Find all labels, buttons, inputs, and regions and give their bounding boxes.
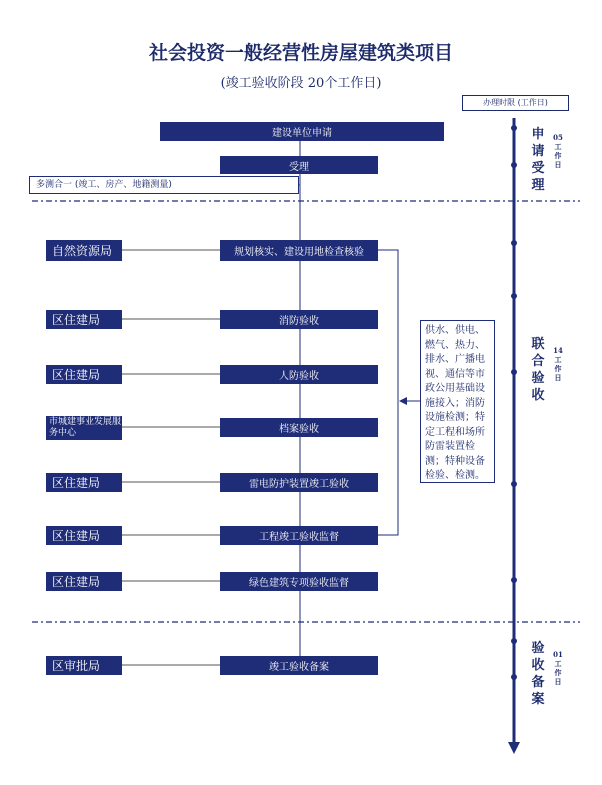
page-subtitle: (竣工验收阶段 20个工作日) bbox=[220, 76, 382, 91]
stage-record: 验收备案 bbox=[531, 641, 545, 707]
agency-housing-fire: 区住建局 bbox=[46, 310, 122, 329]
agency-housing-lightning: 区住建局 bbox=[46, 473, 122, 492]
step-fire: 消防验收 bbox=[220, 310, 378, 329]
utilities-note: 供水、供电、燃气、热力、排水、广播电视、通信等市政公用基础设施接入；消防设施检测；特定工程和场所防雷装置检测；特种设备检验、检测。 bbox=[420, 320, 495, 483]
time-limit-legend: 办理时限 (工作日) bbox=[462, 95, 569, 111]
step-planning: 规划核实、建设用地检查核验 bbox=[220, 240, 378, 261]
agency-housing-green: 区住建局 bbox=[46, 572, 122, 591]
stage-joint-acceptance: 联合验收 bbox=[531, 337, 545, 403]
stage-joint-days: 14工作日 bbox=[553, 346, 563, 382]
step-accept: 受理 bbox=[220, 156, 378, 174]
agency-natural-resources: 自然资源局 bbox=[46, 240, 122, 261]
agency-approval-bureau: 区审批局 bbox=[46, 656, 122, 675]
step-green-building: 绿色建筑专项验收监督 bbox=[220, 572, 378, 591]
agency-housing-supervision: 区住建局 bbox=[46, 526, 122, 545]
step-civil-defense: 人防验收 bbox=[220, 365, 378, 384]
agency-urban-construction-center: 市城建事业发展服务中心 bbox=[46, 416, 122, 440]
step-apply: 建设单位申请 bbox=[160, 122, 444, 141]
step-record: 竣工验收备案 bbox=[220, 656, 378, 675]
step-archives: 档案验收 bbox=[220, 418, 378, 437]
stage-apply-days: 05工作日 bbox=[553, 133, 563, 169]
survey-merge-note: 多测合一 (竣工、房产、地籍测量) bbox=[29, 176, 299, 194]
stage-record-days: 01工作日 bbox=[553, 650, 563, 686]
step-supervision: 工程竣工验收监督 bbox=[220, 526, 378, 545]
agency-housing-civil-defense: 区住建局 bbox=[46, 365, 122, 384]
step-lightning: 雷电防护装置竣工验收 bbox=[220, 473, 378, 492]
page-title: 社会投资一般经营性房屋建筑类项目 bbox=[148, 42, 453, 64]
stage-apply-accept: 申请受理 bbox=[531, 127, 545, 193]
